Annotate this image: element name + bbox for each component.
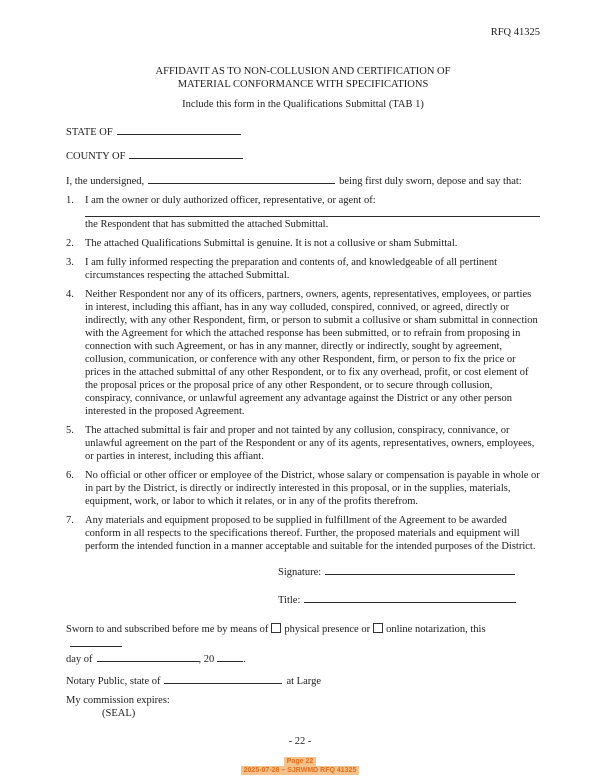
item-text: Neither Respondent nor any of its officers, partners, owners, agents, representatives, employees, or parties in interest, including this affiant, has in any way colluded, conspired, connived, or agreed, directly or indirectly, with any other Respondent, firm, or person to submit a collusive or sham submittal in connection with the Agreement for which the attached response has been submitted, or to refrain from proposing in connection with such Agreement, or has in any manner, directly or indirectly, sought by agreement, collusion, communication, or conference with any other Respondent, firm, or person to fix the price or prices in the attached submittal of any other Respondent, or to fix any overhead, profit, or cost element of the proposal prices or the proposal price of any other Respondent, or to secure through collusion, conspiracy, connivance, or unlawful agreement any advantage against the District or any other person interested in the proposed Agreement.	[85, 289, 538, 417]
title-row	[278, 592, 540, 607]
commission-expires-label: My commission expires:	[66, 695, 170, 706]
item-text: No official or other officer or employee of the District, whose salary or compensation is payable in whole or in part by the District, is directly or indirectly interested in this proposal, or in the supplies, materials, equipment, work, or labor to which it relates, or in any of the profits therefrom.	[85, 470, 540, 507]
item-number: 5.	[66, 425, 74, 436]
affidavit-item-1	[66, 194, 540, 207]
page-number: - 22 -	[288, 736, 312, 747]
notary-prefix: Notary Public, state of	[66, 676, 161, 687]
year-blank[interactable]	[217, 651, 243, 662]
affidavit-item-6	[66, 469, 540, 508]
affidavit-item-7	[66, 514, 540, 553]
item-text: The attached submittal is fair and proper and not tainted by any collusion, conspiracy, connivance, or unlawful agreement on the part of the Respondent or any of its agents, representatives, owners, employees, or parties in interest, including this affiant.	[85, 425, 535, 462]
affidavit-item-4	[66, 288, 540, 418]
seal-label: (SEAL)	[102, 708, 136, 719]
oath-prefix: I, the undersigned,	[66, 176, 145, 187]
sworn-option1: physical presence or	[284, 624, 371, 635]
title-blank[interactable]	[304, 592, 516, 603]
sworn-option2: online notarization, this	[386, 624, 486, 635]
affidavit-item-3	[66, 256, 540, 282]
month-blank[interactable]	[97, 651, 199, 662]
day-number-blank[interactable]	[70, 636, 122, 647]
state-of-line	[66, 124, 540, 139]
physical-presence-checkbox[interactable]	[271, 623, 281, 633]
stamp-date-line: 2025-07-28 – SJRWMD RFQ 41325	[241, 766, 360, 775]
notary-line	[66, 673, 540, 688]
signature-blank[interactable]	[325, 564, 515, 575]
signature-block	[278, 564, 540, 607]
affidavit-title-line2: MATERIAL CONFORMANCE WITH SPECIFICATIONS	[177, 79, 429, 90]
affidavit-item-5	[66, 424, 540, 463]
sworn-period: .	[243, 654, 246, 665]
item-text: I am the owner or duly authorized officer, representative, or agent of:	[85, 195, 376, 206]
online-notarization-checkbox[interactable]	[373, 623, 383, 633]
signature-label: Signature:	[278, 567, 322, 578]
oath-line	[66, 173, 540, 188]
respondent-line-caption: the Respondent that has submitted the attached Submittal.	[85, 219, 329, 230]
title-label: Title:	[278, 595, 301, 606]
item-number: 1.	[66, 195, 74, 206]
item-text: I am fully informed respecting the preparation and contents of, and knowledgeable of all pertinent circumstances respecting the attached Submittal.	[85, 257, 497, 281]
item-number: 6.	[66, 470, 74, 481]
respondent-name-line[interactable]	[85, 215, 540, 217]
affidavit-title-line1: AFFIDAVIT AS TO NON-COLLUSION AND CERTIFICATION OF	[155, 66, 451, 77]
oath-suffix: being first duly sworn, depose and say that:	[339, 176, 522, 187]
undersigned-name-blank[interactable]	[148, 173, 335, 184]
rfq-number: RFQ 41325	[490, 27, 540, 38]
signature-row	[278, 564, 540, 579]
county-of-label: COUNTY OF	[66, 151, 126, 162]
affidavit-subtitle: Include this form in the Qualifications Submittal (TAB 1)	[182, 99, 424, 110]
item-text: Any materials and equipment proposed to be supplied in fulfillment of the Agreement to be awarded conform in all respects to the specifications thereof. Further, the proposed materials and equipment will perform the intended function in a manner acceptable and suitable for the intended purposes of the District.	[85, 515, 536, 552]
year-prefix: , 20	[198, 654, 215, 665]
county-of-blank[interactable]	[129, 148, 243, 159]
affidavit-item-2	[66, 237, 540, 250]
sworn-prefix: Sworn to and subscribed before me by means of	[66, 624, 269, 635]
day-of-label: day of	[66, 654, 93, 665]
item-number: 3.	[66, 257, 74, 268]
stamp-page-line: Page 22	[284, 757, 316, 766]
state-of-label: STATE OF	[66, 127, 113, 138]
notary-state-blank[interactable]	[164, 673, 282, 684]
state-of-blank[interactable]	[117, 124, 241, 135]
affidavit-title	[66, 65, 540, 91]
footer-stamp	[0, 757, 600, 775]
item-number: 4.	[66, 289, 74, 300]
notarization-statement	[66, 623, 540, 666]
notary-suffix: at Large	[286, 676, 321, 687]
item-text: The attached Qualifications Submittal is genuine. It is not a collusive or sham Submittal.	[85, 238, 458, 249]
county-of-line	[66, 148, 540, 163]
item-number: 7.	[66, 515, 74, 526]
item-number: 2.	[66, 238, 74, 249]
